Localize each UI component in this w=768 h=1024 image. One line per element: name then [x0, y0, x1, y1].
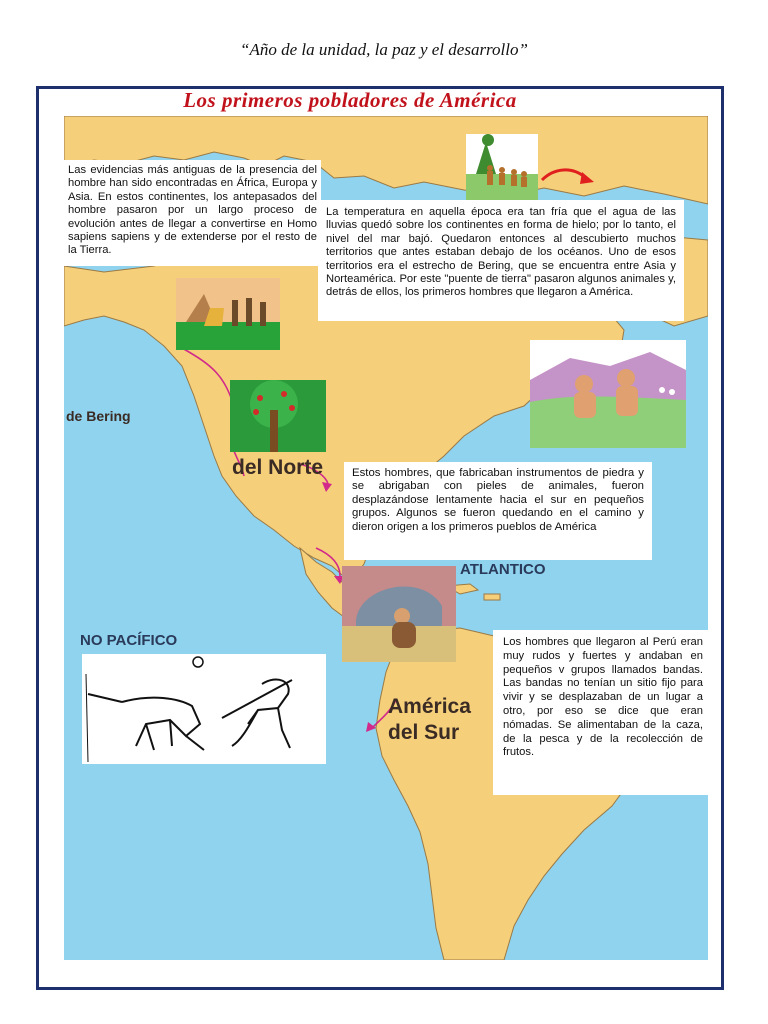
label-south-america [388, 694, 471, 746]
document-motto: “Año de la unidad, la paz y el desarrollo” [240, 40, 528, 59]
hunters-llama-illustration [176, 278, 280, 350]
fruit-tree-illustration [230, 380, 326, 452]
label-south-america-line2: del Sur [388, 721, 460, 744]
page-title: Los primeros pobladores de América [183, 88, 517, 112]
label-south-america-line1: América [388, 695, 471, 718]
stone-tools-illustration [530, 340, 686, 448]
text-box-peru: Los hombres que llegaron al Perú eran muy rudos y fuertes y andaban en pequeños v grupos llamados bandas. Las bandas no tenían un sitio fijo para vivir y se desplazaban de un lugar a otro, por eso se dice que eran nómadas. Se alimentaban de la caza, de la pesca y de la recolección de frutos. [493, 630, 711, 795]
text-box-evidence: Las evidencias más antiguas de la presencia del hombre han sido encontradas en África, Europa y Asia. En estos continentes, los antepasados del hombre pasaron por un largo proceso de evolución antes de llegar a convertirse en Homo sapiens sapiens y de extenderse por el resto de la Tierra. [64, 160, 321, 266]
text-box-tools: Estos hombres, que fabricaban instrumentos de piedra y se abrigaban con pieles de animales, fueron desplazándose lentamente hacia el sur en pequeños grupos. Algunos se fueron quedando en el camino y dieron origen a los primeros pueblos de América [344, 462, 652, 560]
label-north-america-line2: del Norte [232, 456, 324, 479]
label-atlantic: ATLANTICO [460, 561, 546, 578]
hunting-scene-illustration [82, 654, 326, 764]
label-pacific: NO PACÍFICO [80, 632, 178, 649]
text-box-bering: La temperatura en aquella época era tan fría que el agua de las lluvias quedó sobre los continentes en forma de hielo; por lo tanto, el nivel del mar bajó. Quedaron entonces al descubierto muchos territorios que antes estaban debajo de los océanos. Uno de esos territorios era el estrecho de Bering, que se encuentra entre Asia y Norteamérica. Por este "puente de tierra" pasaron algunos animales y, detrás de ellos, los primeros hombres que llegaron a América. [318, 200, 684, 321]
label-bering: de Bering [66, 408, 131, 424]
cave-man-illustration [342, 566, 456, 662]
people-group-illustration [466, 134, 538, 202]
